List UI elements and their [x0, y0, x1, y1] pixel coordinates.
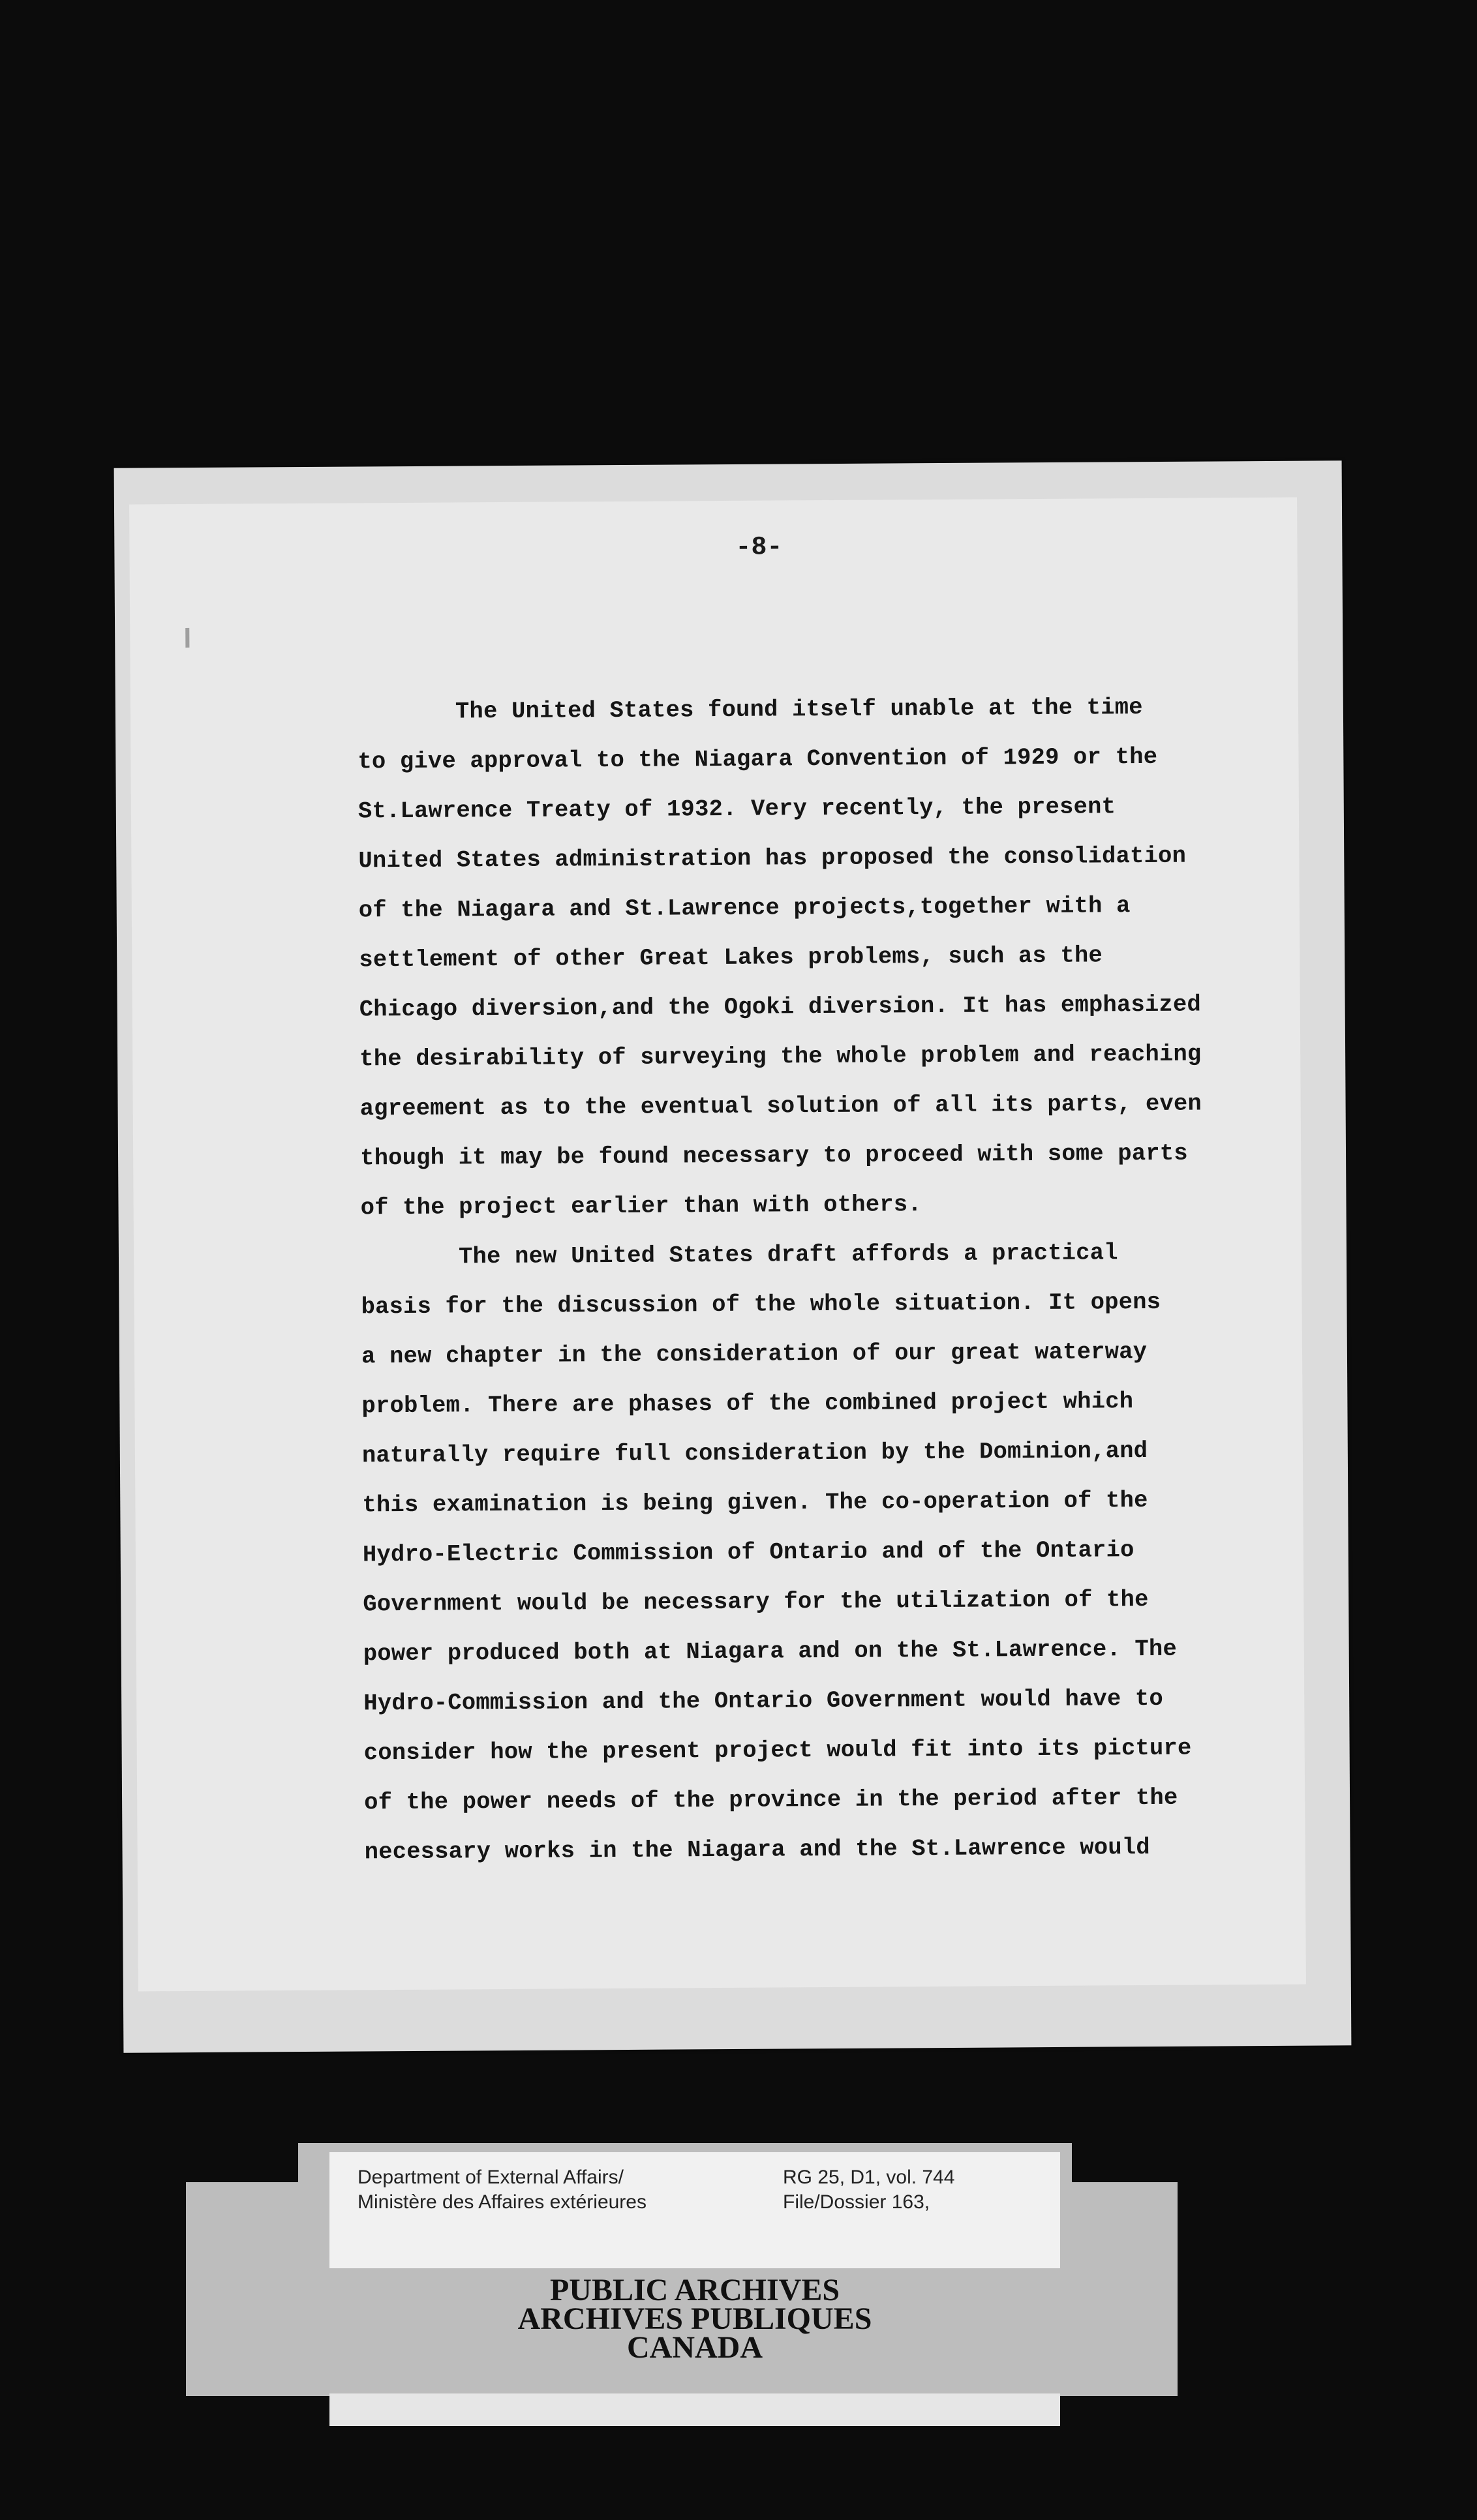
- text-line: to give approval to the Niagara Convention of 1929 or the: [358, 743, 1158, 775]
- text-line: The United States found itself unable at the time: [455, 694, 1143, 725]
- stamp-line: ARCHIVES PUBLIQUES: [517, 2302, 872, 2336]
- department-en: Department of External Affairs/: [358, 2167, 624, 2188]
- text-line: power produced both at Niagara and on the St.Lawrence. The: [363, 1635, 1178, 1668]
- text-line: of the Niagara and St.Lawrence projects,together with a: [358, 892, 1131, 924]
- text-line: this examination is being given. The co-operation of the: [362, 1486, 1148, 1519]
- text-line: though it may be found necessary to proceed with some parts: [360, 1139, 1189, 1172]
- document-page: [129, 498, 1306, 1992]
- file-reference: File/Dossier 163,: [783, 2191, 930, 2213]
- text-line: Hydro-Commission and the Ontario Government would have to: [363, 1685, 1164, 1717]
- text-line: a new chapter in the consideration of our great waterway: [361, 1338, 1148, 1370]
- text-line: problem. There are phases of the combined project which: [361, 1388, 1134, 1420]
- stamp-line: PUBLIC ARCHIVES: [549, 2273, 840, 2307]
- text-line: of the power needs of the province in the period after the: [364, 1784, 1178, 1816]
- text-line: basis for the discussion of the whole situation. It opens: [361, 1288, 1161, 1321]
- text-line: agreement as to the eventual solution of all its parts, even: [359, 1090, 1202, 1122]
- page-number: -8-: [735, 533, 783, 563]
- text-line: St.Lawrence Treaty of 1932. Very recently, the present: [358, 793, 1116, 825]
- text-line: Chicago diversion,and the Ogoki diversion. It has emphasized: [359, 991, 1202, 1023]
- text-line: naturally require full consideration by the Dominion,and: [361, 1437, 1148, 1469]
- paper-mark: [185, 628, 189, 648]
- record-group-reference: RG 25, D1, vol. 744: [783, 2167, 955, 2188]
- label-bottom-strip: [329, 2393, 1060, 2426]
- text-line: United States administration has proposed the consolidation: [358, 842, 1187, 875]
- text-line: Government would be necessary for the utilization of the: [363, 1585, 1149, 1618]
- document-body: [358, 682, 1317, 1877]
- text-line: the desirability of surveying the whole problem and reaching: [359, 1040, 1202, 1073]
- stamp-line: CANADA: [627, 2330, 763, 2365]
- text-line: settlement of other Great Lakes problems, such as the: [359, 942, 1103, 974]
- archives-stamp: [329, 2273, 1060, 2365]
- text-line: necessary works in the Niagara and the St.Lawrence would: [364, 1833, 1150, 1866]
- text-line: of the project earlier than with others.: [360, 1191, 922, 1222]
- label-notch: [186, 2143, 298, 2182]
- label-notch: [1072, 2143, 1178, 2182]
- text-line: Hydro-Electric Commission of Ontario and of the Ontario: [362, 1537, 1134, 1568]
- department-fr: Ministère des Affaires extérieures: [358, 2191, 647, 2213]
- text-line: The new United States draft affords a practical: [458, 1239, 1118, 1270]
- text-line: consider how the present project would fit into its picture: [363, 1734, 1192, 1767]
